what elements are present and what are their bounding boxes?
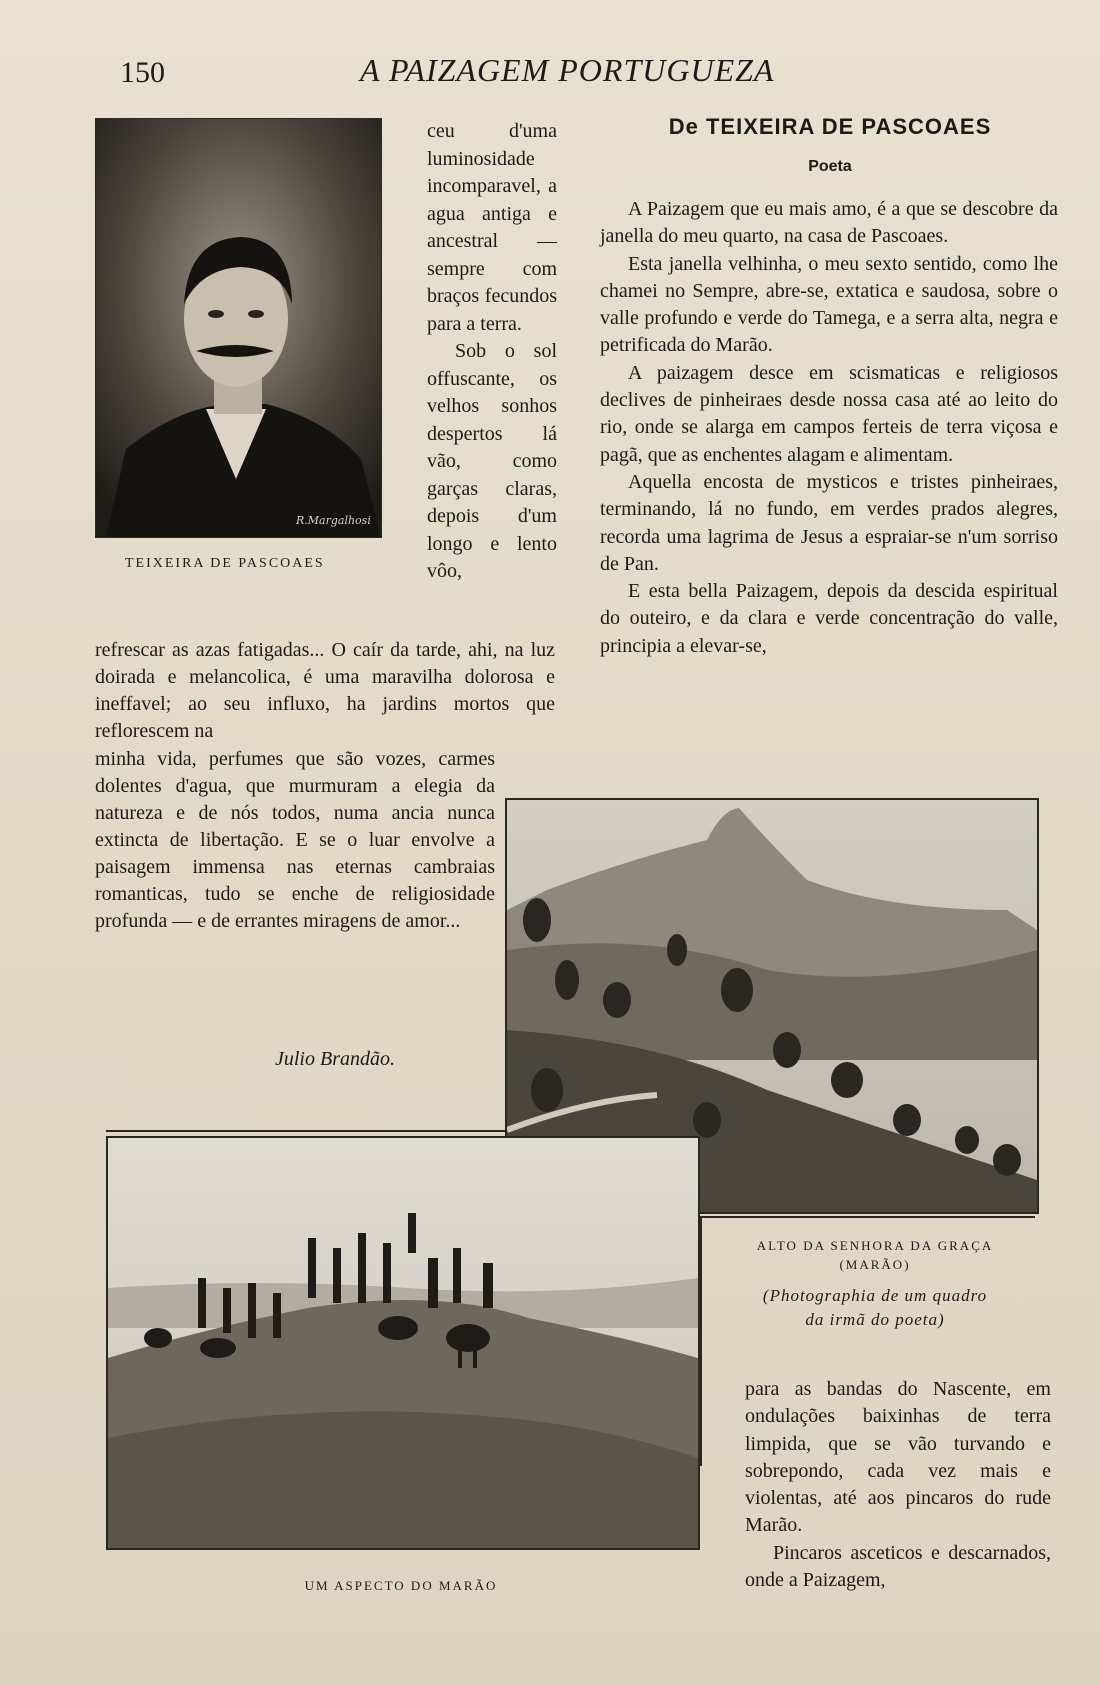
right-text-column: [600, 196, 1058, 660]
painting-caption-line2: (MARÃO): [839, 1257, 911, 1272]
painting-caption-line1: ALTO DA SENHORA DA GRAÇA: [756, 1238, 994, 1253]
group-photo: [106, 1136, 700, 1550]
narrow-paragraph: Sob o sol offuscante, os velhos sonhos despertos lá vão, como garças claras, depois d'um longo e lento vôo,: [427, 340, 557, 582]
right-paragraph: E esta bella Paizagem, depois da descida espiritual do outeiro, e da clara e verde concentração do valle, principia a elevar-se,: [600, 580, 1058, 657]
group-on-hill-illustration: [108, 1138, 698, 1548]
left-paragraph: minha vida, perfumes que são vozes, carmes dolentes d'agua, que murmuram a elegia da natureza e de nós todos, numa ancia nunca extincta de libertação. E se o luar envolve a paisagem immensa nas eternas cambraias romanticas, tudo se enche de religiosidade profunda — e de errantes miragens de amor...: [95, 748, 495, 932]
frame-rule: [700, 1216, 1035, 1218]
right-bottom-column: [745, 1376, 1051, 1594]
portrait-photo: [95, 118, 382, 538]
right-paragraph: A paizagem desce em scismaticas e religiosos declives de pinheiraes desde nossa casa até ao leito do rio, onde se alarga em campos ferteis de terra viçosa e pagã, que as enchentes alagam e alimentam.: [600, 361, 1058, 466]
painting-note-line2: da irmã do poeta): [805, 1310, 945, 1329]
left-paragraph: refrescar as azas fatigadas... O caír da tarde, ahi, na luz doirada e melancolica, é uma maravilha dolorosa e ineffavel; ao seu influxo, ha jardins mortos que reflorescem na: [95, 639, 555, 742]
right-bottom-paragraph: para as bandas do Nascente, em ondulações baixinhas de terra limpida, que se vão turvando e sobrepondo, cada vez mais e violentas, até aos pincaros do rude Marão.: [745, 1378, 1051, 1537]
painting-note: [700, 1284, 1050, 1332]
section-heading: De TEIXEIRA DE PASCOAES: [668, 114, 992, 139]
right-bottom-paragraph: Pincaros asceticos e descarnados, onde a Paizagem,: [745, 1541, 1051, 1592]
painting-caption: [700, 1236, 1050, 1274]
portrait-illustration: [96, 119, 381, 537]
right-paragraph: Esta janella velhinha, o meu sexto sentido, como lhe chamei no Sempre, abre-se, extatica e saudosa, sobre o valle profundo e verde do Tamega, e a serra alta, negra e petrificada do Marão.: [600, 252, 1058, 357]
left-body-narrow: [95, 746, 495, 935]
painting-note-line1: (Photographia de um quadro: [762, 1286, 988, 1305]
photo-caption: UM ASPECTO DO MARÃO: [304, 1578, 498, 1593]
narrow-text-column: [427, 118, 557, 586]
frame-rule: [106, 1130, 506, 1132]
right-paragraph: A Paizagem que eu mais amo, é a que se descobre da janella do meu quarto, na casa de Pascoaes.: [600, 198, 1058, 248]
right-paragraph: Aquella encosta de mysticos e tristes pinheiraes, terminando, lá no fundo, em verdes prados alegres, recorda uma lagrima de Jesus a espraiar-se n'um sorriso de Pan.: [600, 470, 1058, 575]
running-title: A PAIZAGEM PORTUGUEZA: [360, 52, 775, 88]
author-signature: Julio Brandão.: [275, 1048, 395, 1070]
narrow-paragraph: ceu d'uma luminosidade incomparavel, a agua antiga e ancestral — sempre com braços fecundos para a terra.: [427, 120, 557, 335]
section-subheading: Poeta: [808, 158, 852, 175]
photographer-mark: R.Margalhosi: [296, 514, 371, 527]
page-number: 150: [120, 56, 165, 89]
portrait-caption: TEIXEIRA DE PASCOAES: [125, 556, 325, 571]
left-body-wide: [95, 637, 555, 745]
